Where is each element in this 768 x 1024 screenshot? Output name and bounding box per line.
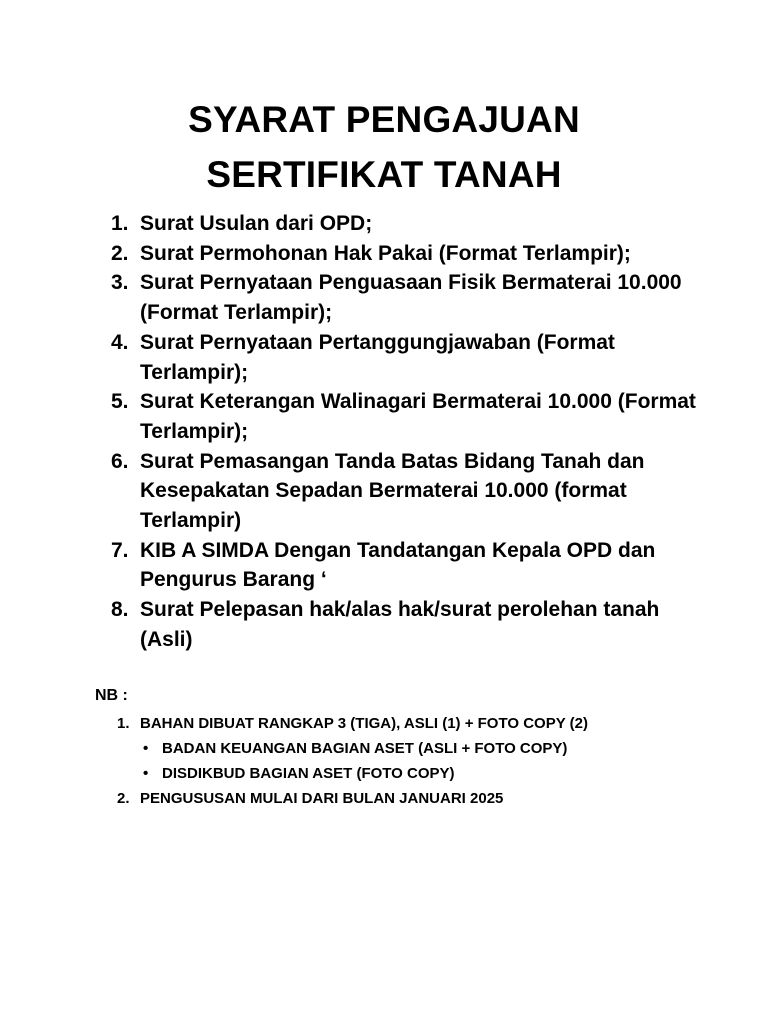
requirement-number: 4. xyxy=(111,330,129,354)
requirement-item-5 xyxy=(111,387,711,446)
requirement-text: KIB A SIMDA Dengan Tandatangan Kepala OPD dan Pengurus Barang ‘ xyxy=(140,538,656,592)
nb-sub-item-text: DISDIKBUD BAGIAN ASET (FOTO COPY) xyxy=(162,765,455,782)
nb-item-text: PENGUSUSAN MULAI DARI BULAN JANUARI 2025 xyxy=(140,790,504,807)
requirement-text: Surat Pemasangan Tanda Batas Bidang Tanah dan Kesepakatan Sepadan Bermaterai 10.000 (format Terlampir) xyxy=(140,449,645,533)
requirement-text: Surat Pelepasan hak/alas hak/surat perolehan tanah (Asli) xyxy=(140,598,660,651)
page-title xyxy=(0,92,768,202)
requirement-text: Surat Permohonan Hak Pakai (Format Terlampir); xyxy=(140,241,631,265)
requirement-item-8 xyxy=(111,595,711,654)
nb-list xyxy=(117,711,717,811)
nb-item-number: 2. xyxy=(117,790,130,807)
requirement-text: Surat Pernyataan Pertanggungjawaban (Format Terlampir); xyxy=(140,330,615,384)
requirement-number: 1. xyxy=(111,212,129,235)
requirement-item-7 xyxy=(111,536,711,595)
nb-sub-list xyxy=(140,736,717,786)
nb-sub-item-1 xyxy=(140,736,717,761)
title-line-2: SERTIFIKAT TANAH xyxy=(206,154,562,195)
requirement-item-2 xyxy=(111,239,711,269)
requirements-list xyxy=(111,209,711,655)
bullet-icon: • xyxy=(143,740,149,757)
requirement-text: Surat Usulan dari OPD; xyxy=(140,212,373,235)
nb-item-1 xyxy=(117,711,717,786)
requirement-text: Surat Pernyataan Penguasaan Fisik Bermaterai 10.000 (Format Terlampir); xyxy=(140,271,682,325)
requirement-number: 7. xyxy=(111,538,129,562)
nb-sub-item-text: BADAN KEUANGAN BAGIAN ASET (ASLI + FOTO COPY) xyxy=(162,740,568,757)
requirement-item-6 xyxy=(111,447,711,536)
nb-item-2 xyxy=(117,786,717,811)
title-line-1: SYARAT PENGAJUAN xyxy=(188,99,580,140)
requirement-number: 3. xyxy=(111,271,129,295)
requirement-number: 5. xyxy=(111,390,129,414)
requirement-item-4 xyxy=(111,328,711,387)
requirement-text: Surat Keterangan Walinagari Bermaterai 10.000 (Format Terlampir); xyxy=(140,390,696,443)
requirement-number: 6. xyxy=(111,449,129,473)
requirement-number: 2. xyxy=(111,241,129,265)
requirement-item-3 xyxy=(111,268,711,327)
requirement-number: 8. xyxy=(111,598,129,622)
bullet-icon: • xyxy=(143,765,149,782)
nb-item-number: 1. xyxy=(117,715,130,732)
nb-item-text: BAHAN DIBUAT RANGKAP 3 (TIGA), ASLI (1) + FOTO COPY (2) xyxy=(140,715,588,732)
nb-label: NB : xyxy=(95,687,128,704)
nb-sub-item-2 xyxy=(140,761,717,786)
requirement-item-1 xyxy=(111,209,711,239)
